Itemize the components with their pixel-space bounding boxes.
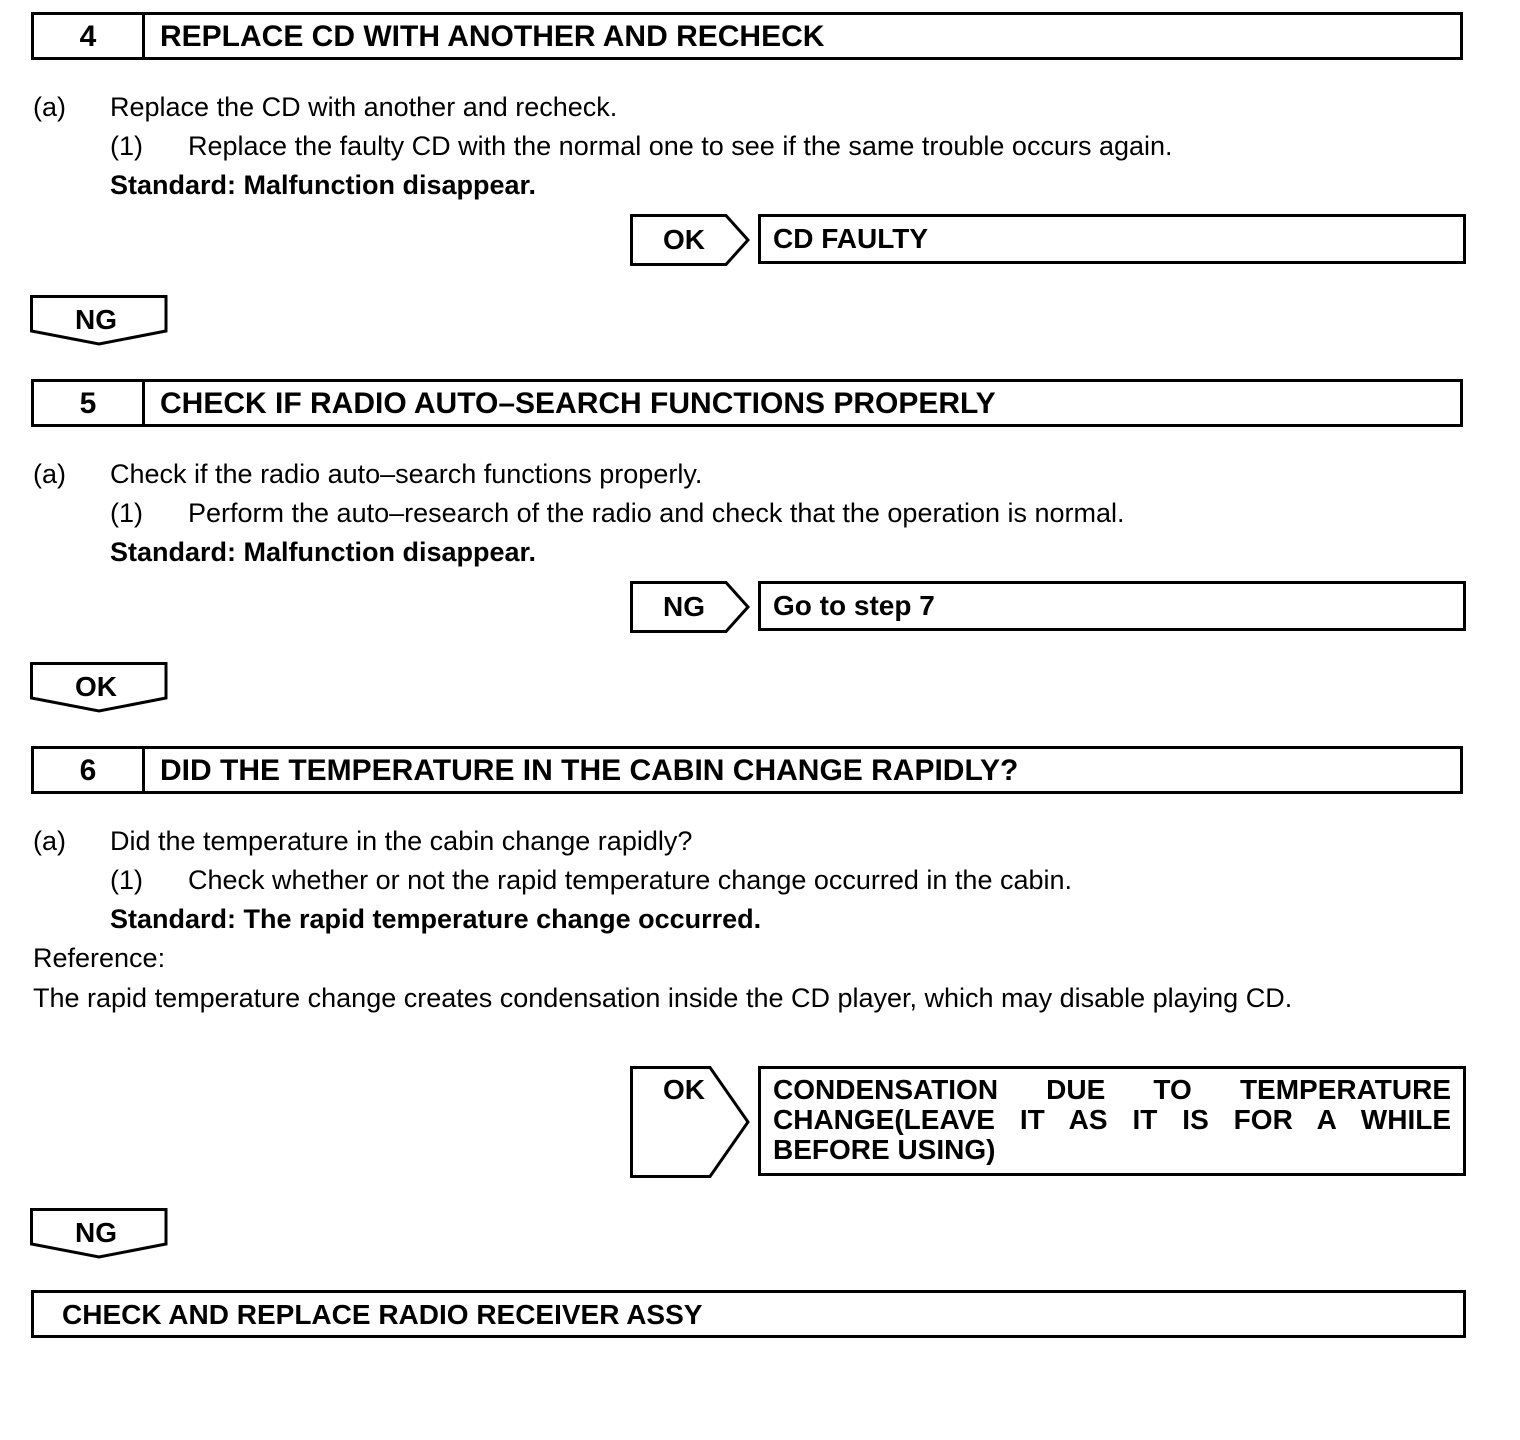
step-5-ng-arrow-tag — [630, 581, 752, 633]
step-6-ng-label: NG — [75, 1217, 117, 1248]
step-4-sub-1-text: Replace the faulty CD with the normal one to see if the same trouble occurs again. — [188, 131, 1173, 161]
step-4-ng-label: NG — [75, 304, 117, 335]
step-6-reference-text: The rapid temperature change creates condensation inside the CD player, which may disable playing CD. — [33, 983, 1293, 1013]
step-6-title: DID THE TEMPERATURE IN THE CABIN CHANGE RAPIDLY? — [160, 754, 1019, 787]
step-5-result-box — [758, 581, 1466, 631]
step-6-header — [31, 746, 1463, 794]
step-5-sub-a-label: (a) — [33, 459, 66, 489]
step-4-sub-1-label: (1) — [110, 131, 143, 161]
final-action-text: CHECK AND REPLACE RADIO RECEIVER ASSY — [62, 1299, 703, 1330]
step-6-ok-arrow-tag — [630, 1066, 752, 1178]
step-6-result-text: CONDENSATION DUE TO TEMPERATURE CHANGE(LEAVE IT AS IT IS FOR A WHILE BEFORE USING) — [773, 1074, 1451, 1165]
step-4-number: 4 — [34, 15, 145, 57]
step-6-ok-label: OK — [663, 1074, 705, 1105]
step-4-sub-a-text: Replace the CD with another and recheck. — [110, 92, 618, 122]
step-4-result-box — [758, 214, 1466, 264]
step-4-title: REPLACE CD WITH ANOTHER AND RECHECK — [160, 20, 825, 53]
step-6-sub-1-label: (1) — [110, 865, 143, 895]
step-6-ng-down-tag — [30, 1208, 168, 1260]
step-4-ok-label: OK — [663, 224, 705, 255]
step-6-number: 6 — [34, 749, 145, 791]
step-6-sub-a-text: Did the temperature in the cabin change rapidly? — [110, 826, 693, 856]
step-5-title: CHECK IF RADIO AUTO–SEARCH FUNCTIONS PROPERLY — [160, 387, 996, 420]
step-5-standard: Standard: Malfunction disappear. — [110, 537, 537, 567]
step-4-ng-down-tag — [30, 295, 168, 347]
step-4-sub-a-label: (a) — [33, 92, 66, 122]
step-5-ok-label: OK — [75, 671, 117, 702]
step-4-header — [31, 12, 1463, 60]
step-5-sub-1-text: Perform the auto–research of the radio and check that the operation is normal. — [188, 498, 1125, 528]
step-5-ok-down-tag — [30, 662, 168, 714]
step-6-reference-label: Reference: — [33, 943, 166, 973]
step-5-ng-label: NG — [663, 591, 705, 622]
step-5-header — [31, 379, 1463, 427]
step-5-result-text: Go to step 7 — [773, 590, 935, 621]
step-6-sub-a-label: (a) — [33, 826, 66, 856]
step-4-ok-arrow-tag — [630, 214, 752, 266]
step-4-result-text: CD FAULTY — [773, 223, 929, 254]
step-6-result-box — [758, 1066, 1466, 1176]
step-5-sub-1-label: (1) — [110, 498, 143, 528]
step-5-sub-a-text: Check if the radio auto–search functions properly. — [110, 459, 703, 489]
step-6-sub-1-text: Check whether or not the rapid temperature change occurred in the cabin. — [188, 865, 1073, 895]
step-5-number: 5 — [34, 382, 145, 424]
step-6-standard: Standard: The rapid temperature change occurred. — [110, 904, 762, 934]
final-action-box — [31, 1290, 1466, 1338]
step-4-standard: Standard: Malfunction disappear. — [110, 170, 537, 200]
